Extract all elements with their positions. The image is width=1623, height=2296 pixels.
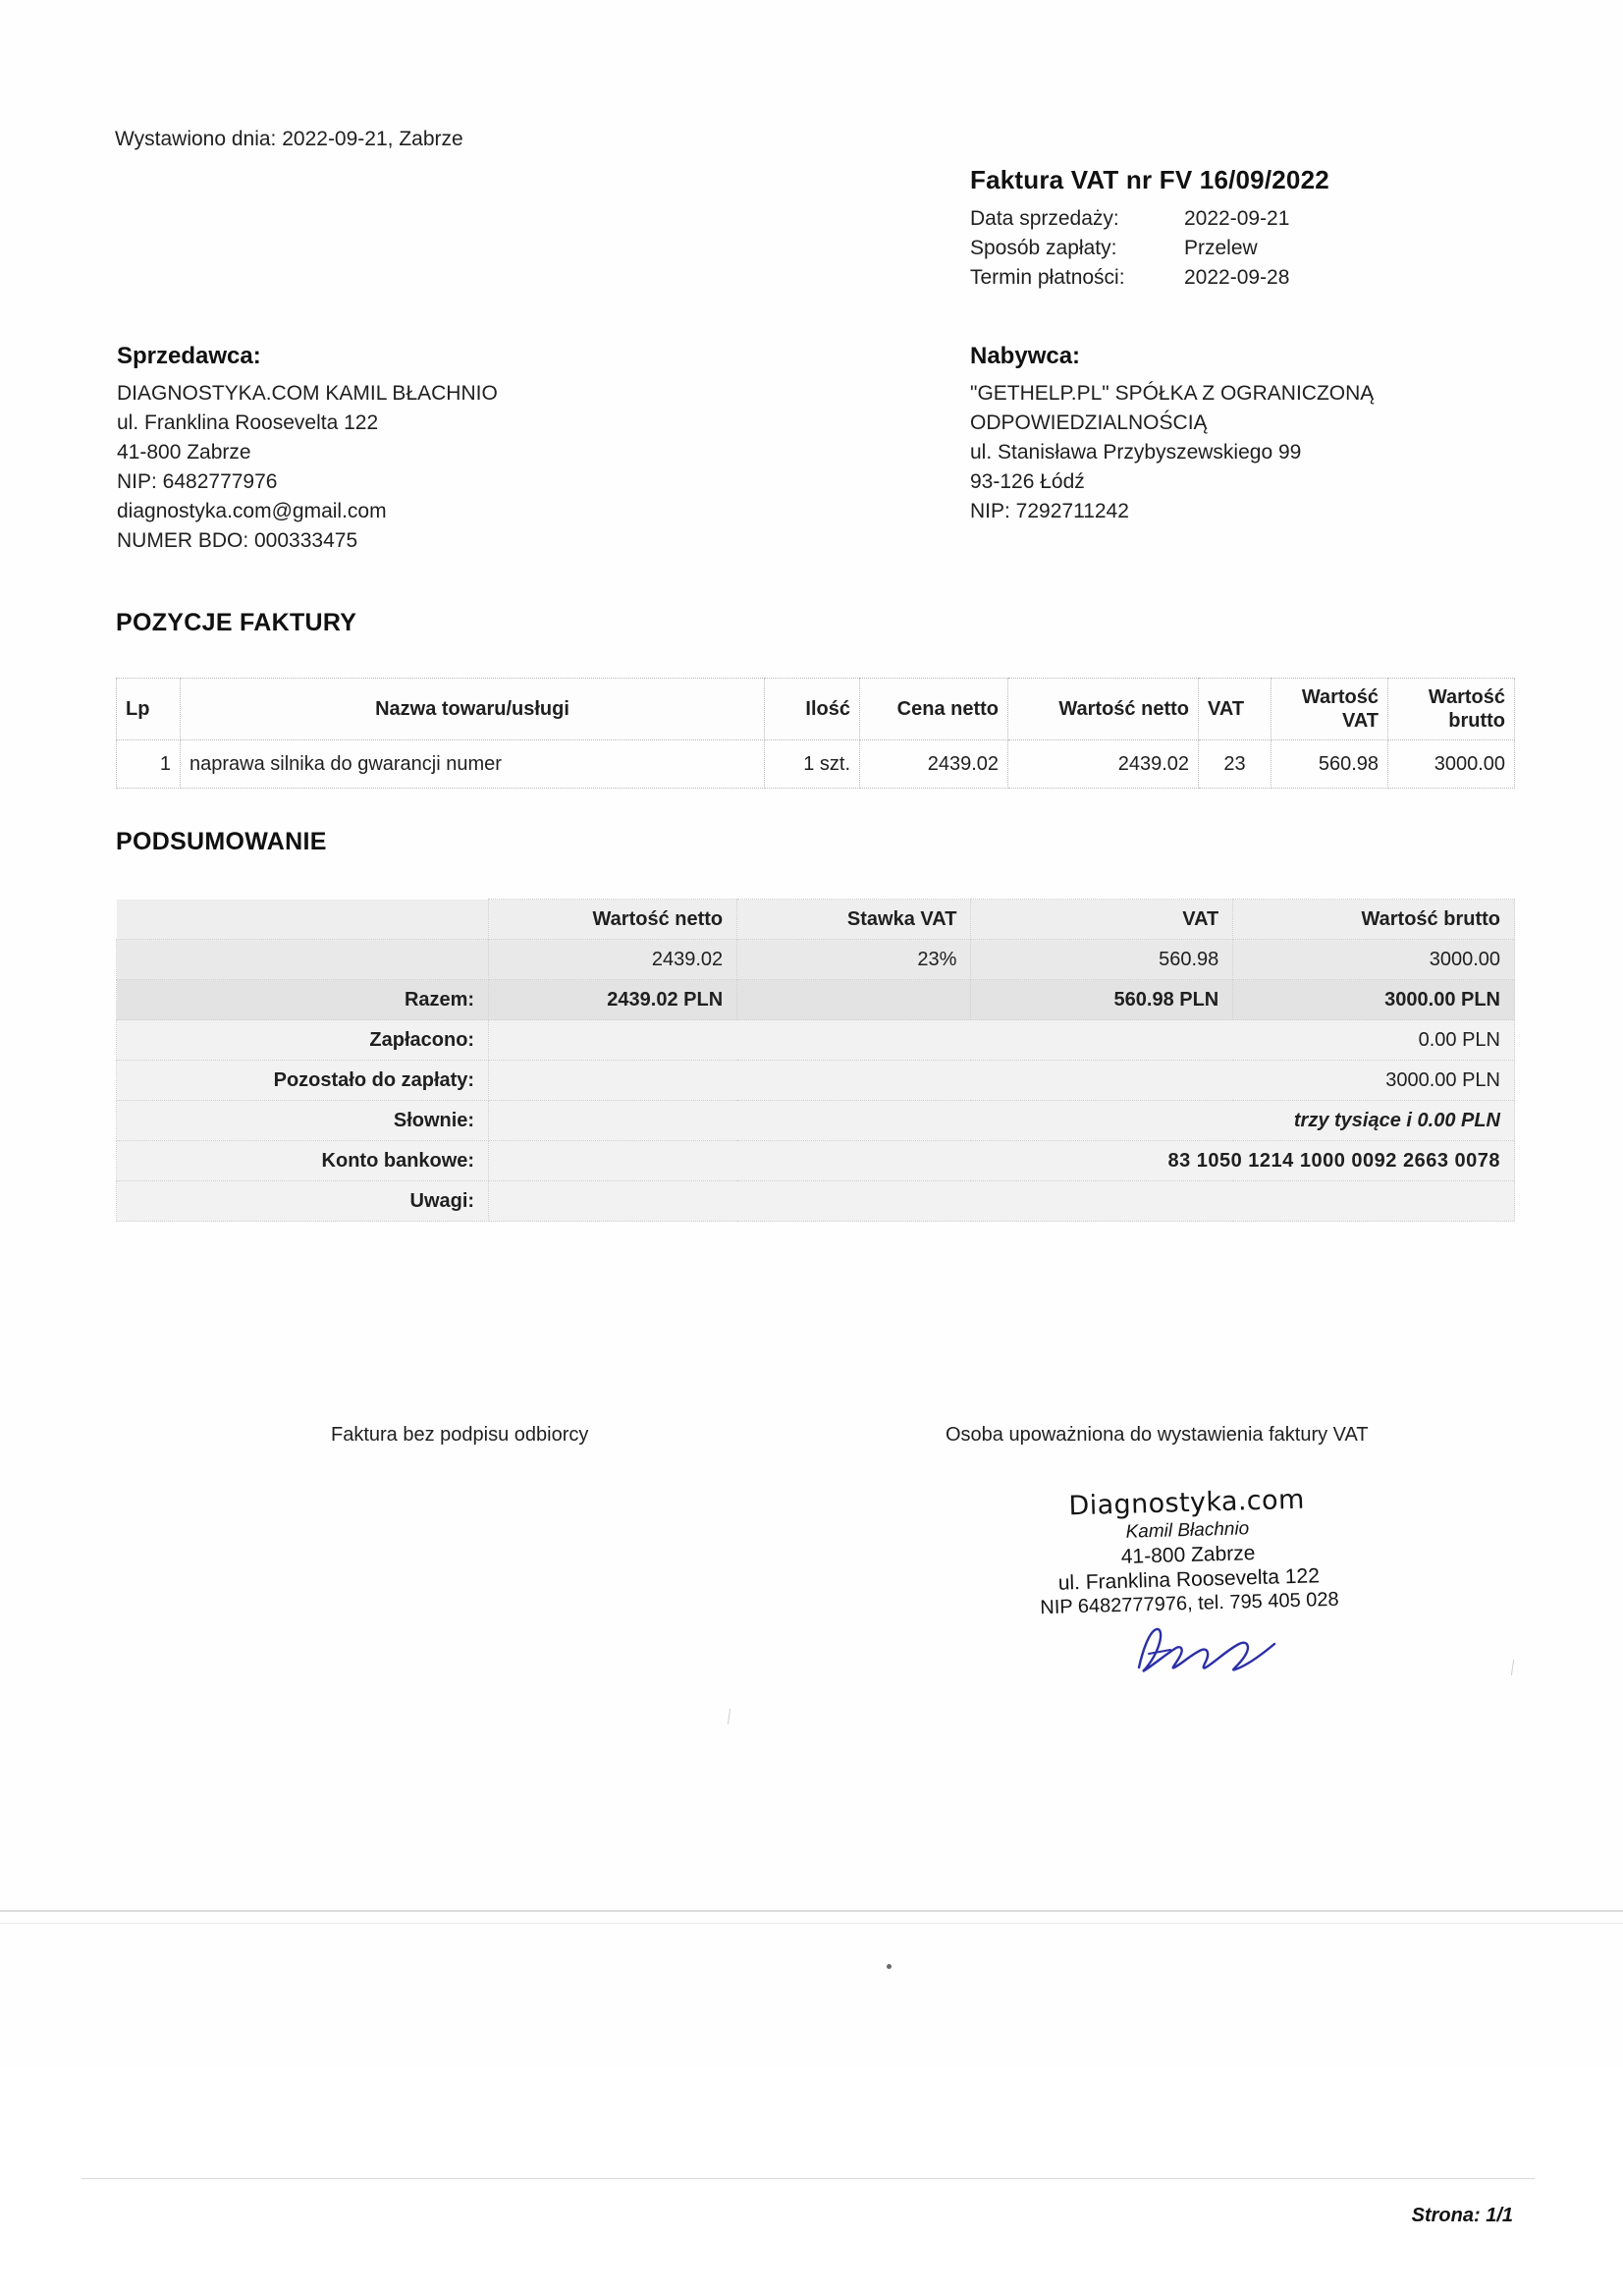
summary-value-net: 2439.02 [489,940,737,980]
notes-label: Uwagi: [117,1181,489,1222]
page-number: Strona: 1/1 [1411,2205,1513,2226]
due-date-value: 2022-09-28 [1184,266,1290,289]
cell-qty: 1 szt. [765,740,860,789]
buyer-heading: Nabywca: [970,343,1081,369]
buyer-line: NIP: 7292711242 [970,500,1129,522]
col-unit-net: Cena netto [860,679,1008,740]
summary-values-spacer [117,940,489,980]
summary-totals-gross: 3000.00 PLN [1233,980,1515,1020]
cell-unit-net: 2439.02 [860,740,1008,789]
seller-line: diagnostyka.com@gmail.com [117,500,387,522]
summary-totals-label: Razem: [117,980,489,1020]
seller-line: NIP: 6482777976 [117,470,278,493]
seller-line: 41-800 Zabrze [117,441,251,464]
invoice-meta-row [970,204,1520,234]
scan-artifact-line [0,1910,1623,1912]
seller-line: ul. Franklina Roosevelta 122 [117,411,379,434]
stamp-nip-phone: NIP 6482777976, tel. 795 405 028 [1040,1588,1339,1619]
col-name: Nazwa towaru/usługi [181,679,765,740]
stamp-company-name: Diagnostyka.com [1068,1484,1306,1522]
handwritten-signature [1119,1611,1316,1689]
cell-lp: 1 [117,740,181,789]
buyer-line: 93-126 Łódź [970,470,1085,493]
summary-line-row [117,1020,1515,1061]
invoice-meta-row [970,263,1520,293]
notes-value [489,1181,1515,1222]
seller-line: DIAGNOSTYKA.COM KAMIL BŁACHNIO [117,382,498,405]
stamp-person-name: Kamil Błachnio [1125,1518,1250,1543]
in-words-value: trzy tysiące i 0.00 PLN [489,1101,1515,1141]
paid-label: Zapłacono: [117,1020,489,1061]
remaining-label: Pozostało do zapłaty: [117,1061,489,1101]
cell-vat-rate: 23 [1199,740,1271,789]
items-section-heading: POZYCJE FAKTURY [116,609,357,636]
summary-section-heading: PODSUMOWANIE [116,828,327,855]
col-gross: Wartość brutto [1388,679,1515,740]
scan-mark [1511,1660,1514,1675]
scan-artifact-line [0,1923,1623,1924]
col-vat-value: Wartość VAT [1271,679,1388,740]
summary-col-blank [117,900,489,940]
payment-method-value: Przelew [1184,237,1258,259]
stamp-city: 41-800 Zabrze [1120,1542,1256,1568]
sale-date-label: Data sprzedaży: [970,207,1119,230]
summary-totals-vat: 560.98 PLN [971,980,1233,1020]
summary-values-row [117,940,1515,980]
company-stamp [960,1482,1415,1622]
bank-account-value: 83 1050 1214 1000 0092 2663 0078 [489,1141,1515,1181]
seller-heading: Sprzedawca: [117,343,261,369]
scan-mark [728,1709,730,1724]
summary-value-vat: 560.98 [971,940,1233,980]
invoice-meta-row [970,234,1520,263]
summary-line-row [117,1141,1515,1181]
summary-col-rate: Stawka VAT [737,900,971,940]
cell-vat-value: 560.98 [1271,740,1388,789]
due-date-label: Termin płatności: [970,266,1125,289]
items-table-header-row [117,679,1515,740]
invoice-header [970,165,1520,293]
issued-line: Wystawiono dnia: 2022-09-21, Zabrze [115,128,463,150]
paid-value: 0.00 PLN [489,1020,1515,1061]
seller-block [117,342,883,556]
seller-line: NUMER BDO: 000333475 [117,529,358,552]
in-words-label: Słownie: [117,1101,489,1141]
buyer-block [970,342,1579,526]
summary-header-row [117,900,1515,940]
summary-line-row [117,1061,1515,1101]
summary-line-row [117,1181,1515,1222]
issuer-signature-note: Osoba upoważniona do wystawienia faktury VAT [946,1424,1369,1446]
remaining-value: 3000.00 PLN [489,1061,1515,1101]
cell-gross: 3000.00 [1388,740,1515,789]
summary-col-gross: Wartość brutto [1233,900,1515,940]
table-row [117,740,1515,789]
footer-divider [81,2178,1535,2179]
summary-value-gross: 3000.00 [1233,940,1515,980]
summary-line-row [117,1101,1515,1141]
summary-totals-rate [737,980,971,1020]
col-vat-rate: VAT [1199,679,1271,740]
items-table [116,678,1515,789]
col-net: Wartość netto [1008,679,1199,740]
summary-col-net: Wartość netto [489,900,737,940]
buyer-line: "GETHELP.PL" SPÓŁKA Z OGRANICZONĄ ODPOWIEDZIALNOŚCIĄ [970,382,1375,434]
summary-totals-row [117,980,1515,1020]
summary-col-vat: VAT [971,900,1233,940]
col-qty: Ilość [765,679,860,740]
invoice-title: Faktura VAT nr FV 16/09/2022 [970,165,1329,194]
col-lp: Lp [117,679,181,740]
buyer-line: ul. Stanisława Przybyszewskiego 99 [970,441,1302,464]
bank-account-label: Konto bankowe: [117,1141,489,1181]
summary-value-rate: 23% [737,940,971,980]
cell-net: 2439.02 [1008,740,1199,789]
payment-method-label: Sposób zapłaty: [970,237,1117,259]
summary-table [116,899,1515,1222]
cell-name: naprawa silnika do gwarancji numer [181,740,765,789]
buyer-signature-note: Faktura bez podpisu odbiorcy [331,1424,589,1446]
summary-totals-net: 2439.02 PLN [489,980,737,1020]
sale-date-value: 2022-09-21 [1184,207,1290,230]
stamp-street: ul. Franklina Roosevelta 122 [1057,1564,1321,1595]
scan-speck [887,1964,892,1969]
